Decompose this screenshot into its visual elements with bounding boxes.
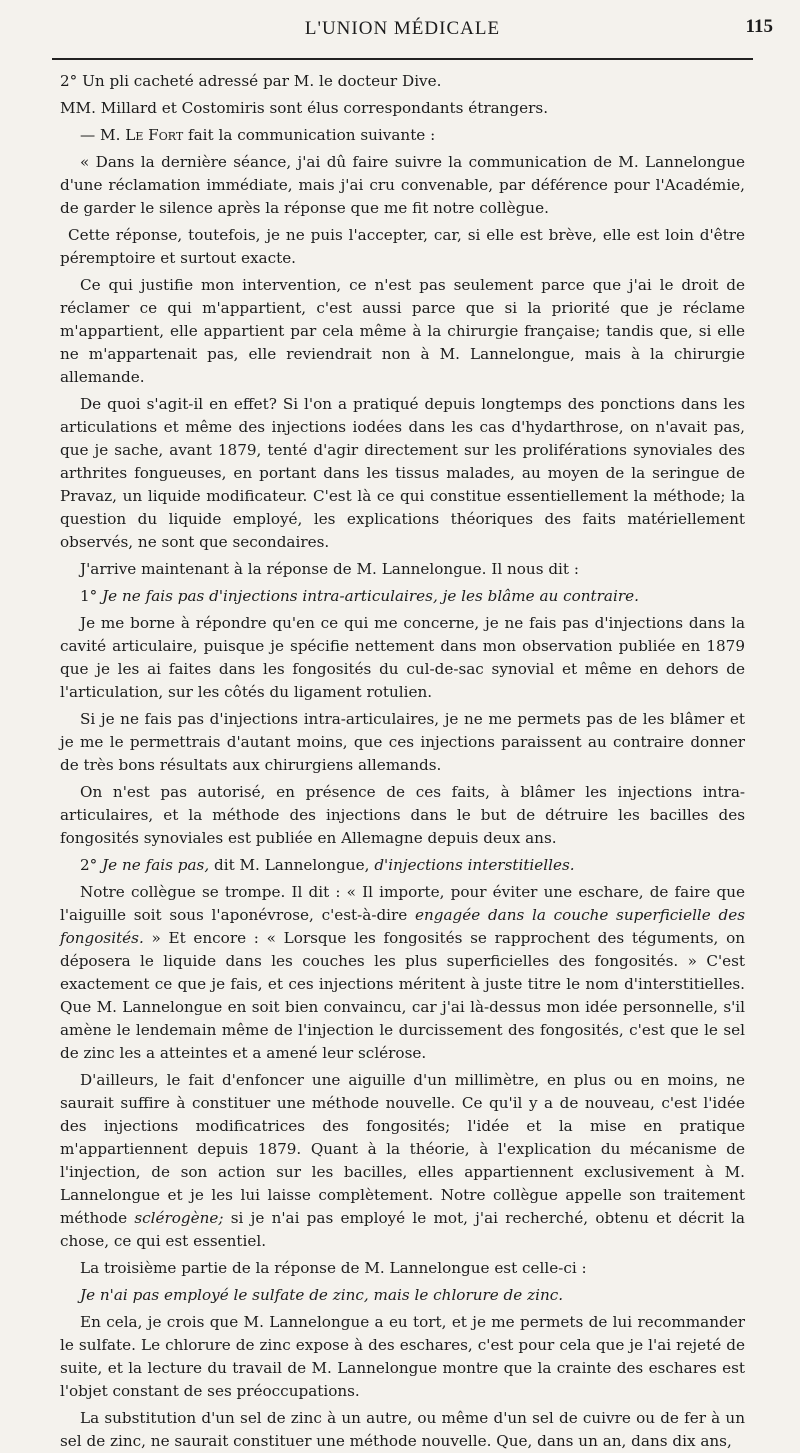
paragraph: En cela, je crois que M. Lannelongue a eu tort, et je me permets de lui recommander le sulfate. Le chlorure de zinc expose à des eschares, c'est pour cela que je l'ai rejeté de suite, et la lecture du travail de M. Lannelongue montre que la crainte des eschares est l'objet constant de ses préoccupations. — [60, 1313, 745, 1400]
paragraph: La troisième partie de la réponse de M. Lannelongue est celle-ci : — [80, 1259, 587, 1277]
speaker-name: Le Fort — [125, 126, 184, 144]
article-body — [60, 70, 745, 1453]
paragraph: Cette réponse, toutefois, je ne puis l'accepter, car, si elle est brève, elle est loin d'être péremptoire et surtout exacte. — [60, 226, 745, 267]
paragraph: De quoi s'agit-il en effet? Si l'on a pratiqué depuis longtemps des ponctions dans les articulations et même des injections iodées dans les cas d'hydarthrose, on n'avait pas, que je sache, avant 1879, tenté d'agir directement sur les proliférations synoviales des arthrites fongueuses, en portant dans les tissus malades, au moyen de la seringue de Pravaz, un liquide modificateur. C'est là ce qui constitue essentiellement la méthode; la question du liquide employé, les explications théoriques des faits matériellement observés, ne sont que secondaires. — [60, 395, 745, 551]
paragraph: J'arrive maintenant à la réponse de M. Lannelongue. Il nous dit : — [80, 560, 579, 578]
paragraph: 1° Je ne fais pas d'injections intra-articulaires, je les blâme au contraire. — [80, 587, 639, 605]
paragraph: MM. Millard et Costomiris sont élus correspondants étrangers. — [60, 99, 549, 117]
paragraph: Je n'ai pas employé le sulfate de zinc, mais le chlorure de zinc. — [80, 1286, 564, 1304]
paragraph: Notre collègue se trompe. Il dit : « Il importe, pour éviter une eschare, de faire que l'aiguille soit sous l'aponévrose, c'est-à-dire engagée dans la couche superficielle des fongosités. » Et encore : « Lorsque les fongosités se rapprochent des téguments, on déposera le liquide dans les couches les plus superficielles des fongosités. » C'est exactement ce que je fais, et ces injections méritent à juste titre le nom d'interstitielles. Que M. Lannelongue en soit bien convaincu, car j'ai là-dessus mon idée personnelle, s'il amène le lendemain même de l'injection le durcissement des fongosités, c'est que le sel de zinc les a atteintes et a amené leur sclérose. — [60, 883, 745, 1062]
paragraph: — M. Le Fort fait la communication suivante : — [80, 126, 436, 144]
running-head — [60, 0, 773, 48]
paragraph: La substitution d'un sel de zinc à un autre, ou même d'un sel de cuivre ou de fer à un sel de zinc, ne saurait constituer une méthode nouvelle. Que, dans un an, dans dix ans, — [60, 1409, 745, 1450]
paragraph: Si je ne fais pas d'injections intra-articulaires, je ne me permets pas de les blâmer et je me le permettrais d'autant moins, que ces injections paraissent au contraire donner de très bons résultats aux chirurgiens allemands. — [60, 710, 745, 774]
journal-title: L'UNION MÉDICALE — [304, 18, 501, 39]
page-number: 115 — [745, 16, 773, 37]
header-rule — [52, 58, 753, 60]
paragraph: « Dans la dernière séance, j'ai dû faire suivre la communication de M. Lannelongue d'une réclamation immédiate, mais j'ai cru convenable, par déférence pour l'Académie, de garder le silence après la réponse que me fit notre collègue. — [60, 153, 745, 217]
paragraph: Ce qui justifie mon intervention, ce n'est pas seulement parce que j'ai le droit de réclamer ce qui m'appartient, c'est aussi parce que si la priorité que je réclame m'appartient, elle appartient par cela même à la chirurgie française; tandis que, si elle ne m'appartenait pas, elle reviendrait non à M. Lannelongue, mais à la chirurgie allemande. — [60, 276, 745, 386]
paragraph: 2° Je ne fais pas, dit M. Lannelongue, d'injections interstitielles. — [80, 856, 575, 874]
paragraph: On n'est pas autorisé, en présence de ces faits, à blâmer les injections intra-articulaires, et la méthode des injections dans le but de détruire les bacilles des fongosités synoviales est publiée en Allemagne depuis deux ans. — [60, 783, 745, 847]
paragraph: Je me borne à répondre qu'en ce qui me concerne, je ne fais pas d'injections dans la cavité articulaire, puisque je spécifie nettement dans mon observation publiée en 1879 que je les ai faites dans les fongosités du cul-de-sac synovial et même en dehors de l'articulation, sur les côtés du ligament rotulien. — [60, 614, 745, 701]
paragraph: D'ailleurs, le fait d'enfoncer une aiguille d'un millimètre, en plus ou en moins, ne saurait suffire à constituer une méthode nouvelle. Ce qu'il y a de nouveau, c'est l'idée des injections modificatrices des fongosités; l'idée et la mise en pratique m'appartiennent depuis 1879. Quant à la théorie, à l'explication du mécanisme de l'injection, de son action sur les bacilles, elles appartiennent exclusivement à M. Lannelongue et je les lui laisse complètement. Notre collègue appelle son traitement méthode sclérogène; si je n'ai pas employé le mot, j'ai recherché, obtenu et décrit la chose, ce qui est essentiel. — [60, 1071, 745, 1250]
paragraph: 2° Un pli cacheté adressé par M. le docteur Dive. — [60, 72, 442, 90]
